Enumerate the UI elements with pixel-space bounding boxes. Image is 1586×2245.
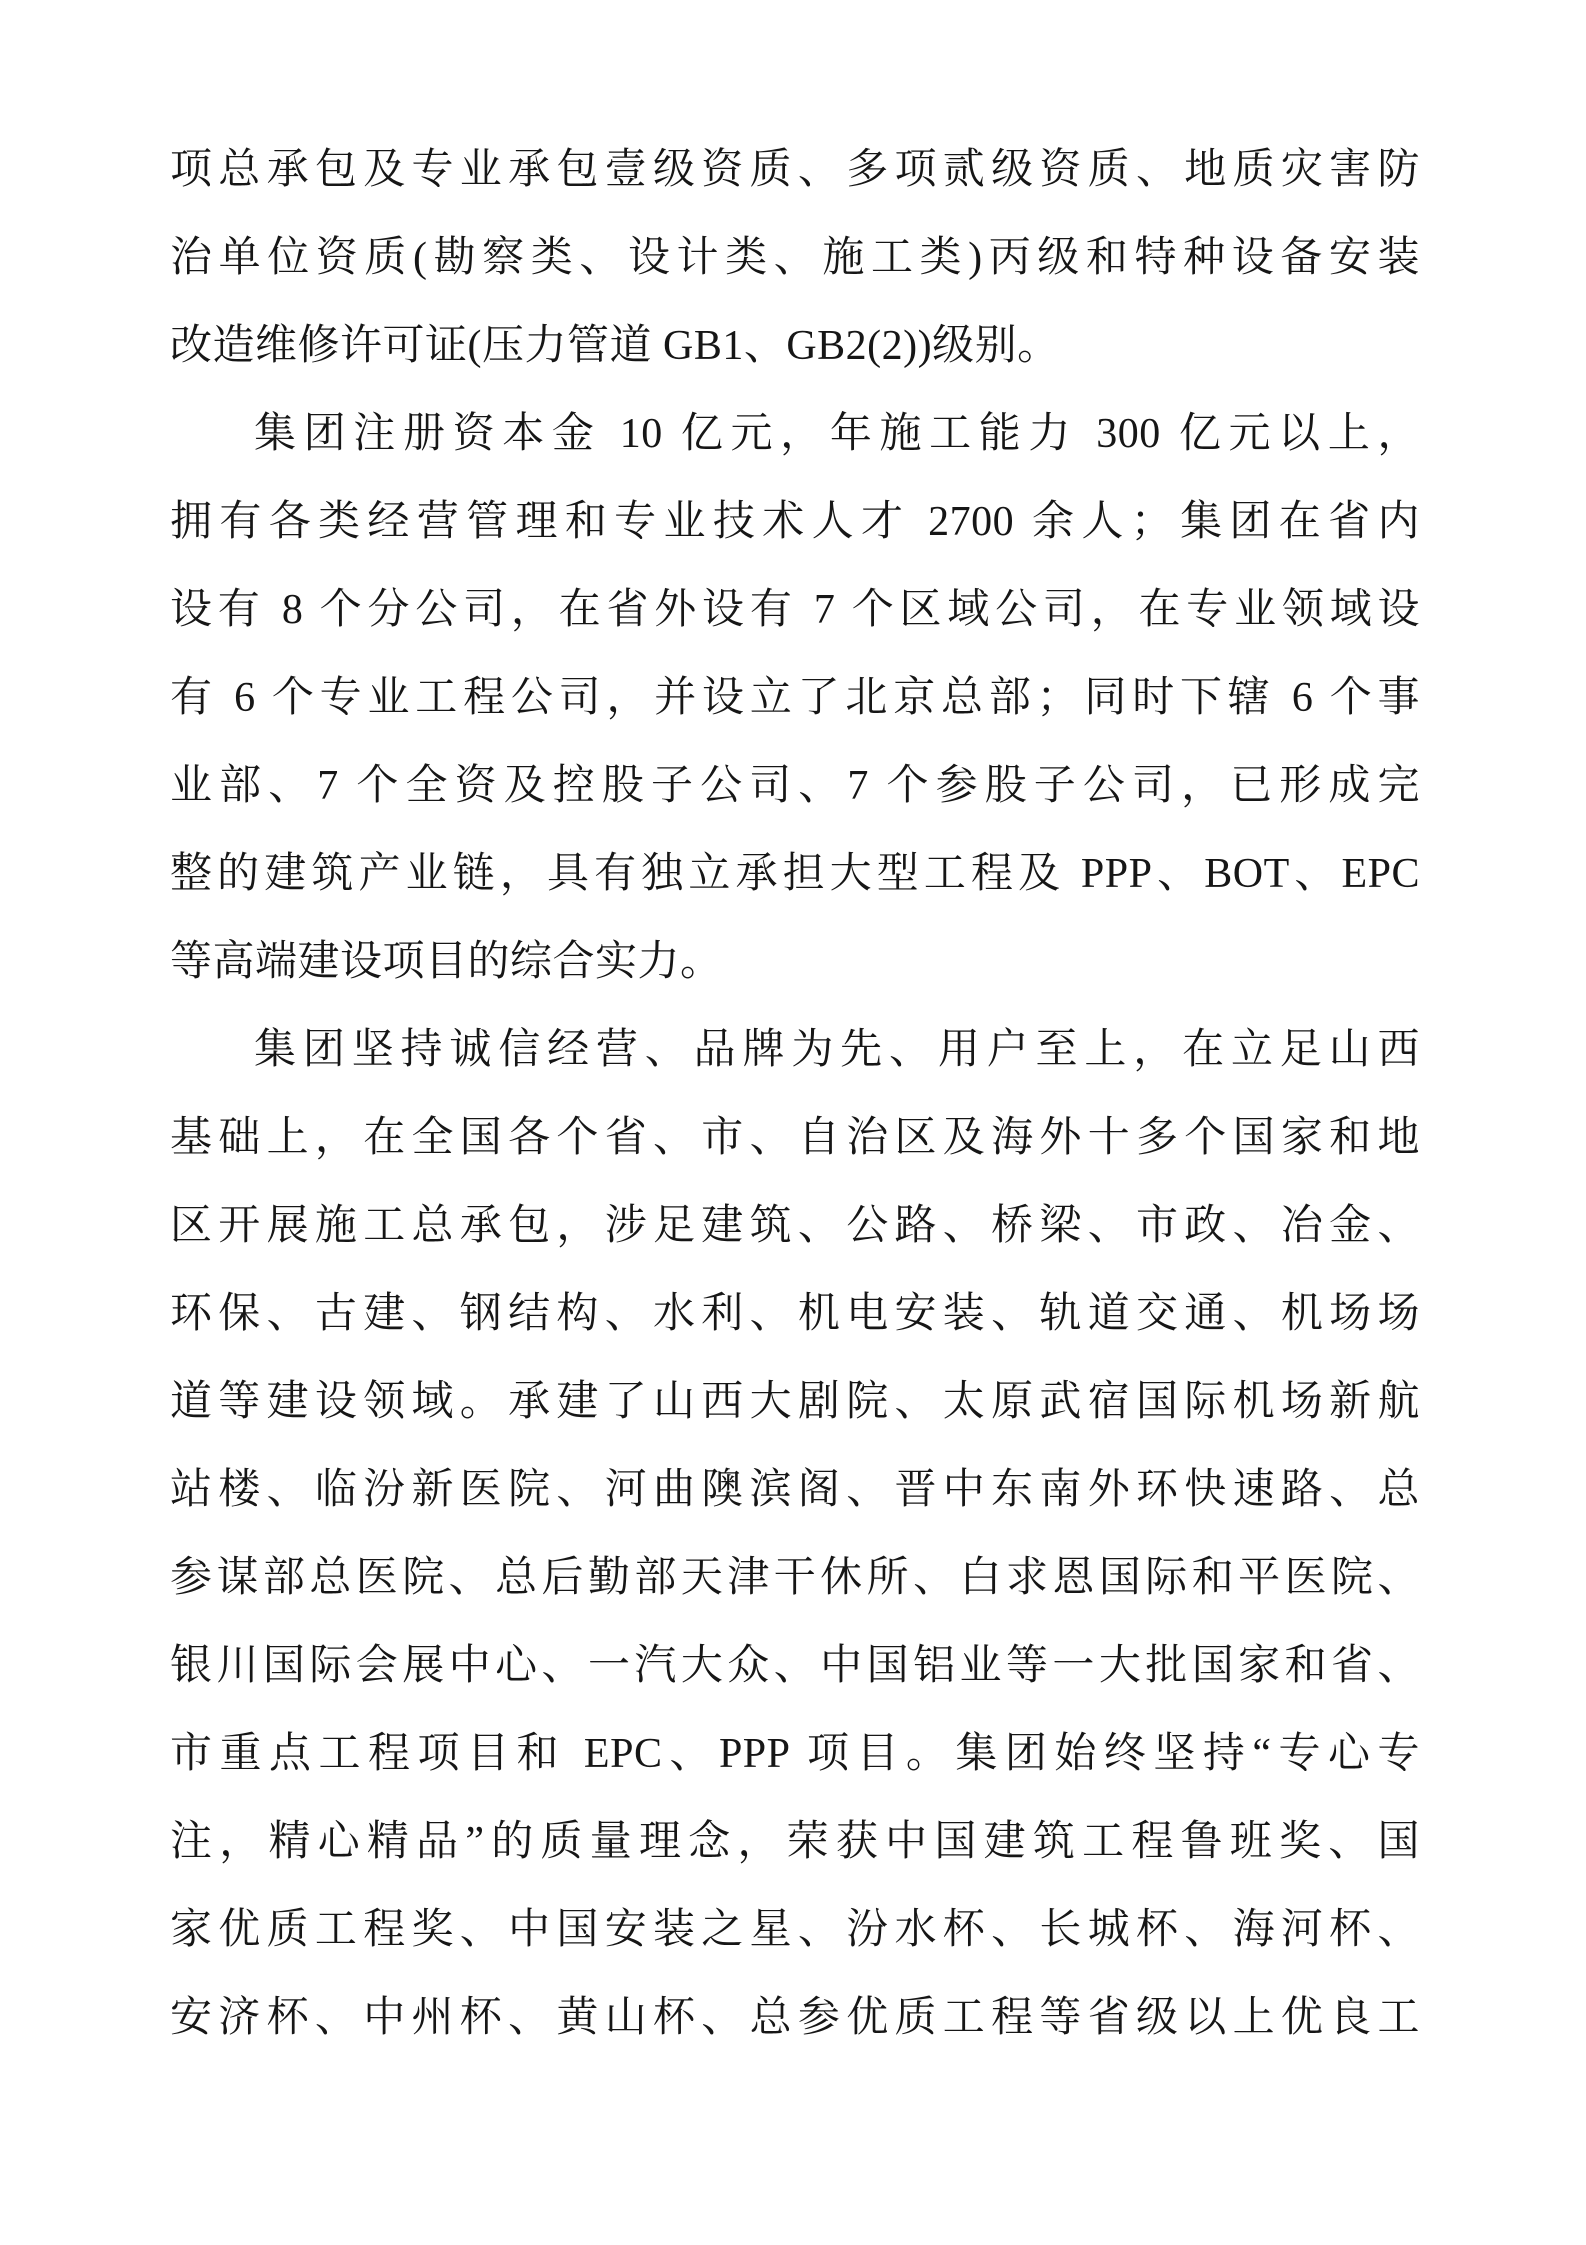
text-line: 整的建筑产业链，具有独立承担大型工程及 PPP、BOT、EPC bbox=[170, 851, 1420, 897]
text-line: 拥有各类经营管理和专业技术人才 2700 余人；集团在省内 bbox=[170, 499, 1420, 545]
text-line: 治单位资质(勘察类、设计类、施工类)丙级和特种设备安装 bbox=[170, 235, 1420, 281]
text-line: 有 6 个专业工程公司，并设立了北京总部；同时下辖 6 个事 bbox=[170, 675, 1420, 721]
text-line: 区开展施工总承包，涉足建筑、公路、桥梁、市政、冶金、 bbox=[170, 1203, 1420, 1249]
text-line: 站楼、临汾新医院、河曲隩滨阁、晋中东南外环快速路、总 bbox=[170, 1467, 1420, 1513]
text-line: 注，精心精品”的质量理念，荣获中国建筑工程鲁班奖、国 bbox=[170, 1819, 1420, 1865]
document-body bbox=[170, 126, 1420, 2062]
text-line: 环保、古建、钢结构、水利、机电安装、轨道交通、机场场 bbox=[170, 1291, 1420, 1337]
text-line: 业部、7 个全资及控股子公司、7 个参股子公司，已形成完 bbox=[170, 763, 1420, 809]
text-line: 家优质工程奖、中国安装之星、汾水杯、长城杯、海河杯、 bbox=[170, 1907, 1420, 1953]
text-line: 道等建设领域。承建了山西大剧院、太原武宿国际机场新航 bbox=[170, 1379, 1420, 1425]
text-line: 银川国际会展中心、一汽大众、中国铝业等一大批国家和省、 bbox=[170, 1643, 1420, 1689]
text-line: 安济杯、中州杯、黄山杯、总参优质工程等省级以上优良工 bbox=[170, 1995, 1420, 2041]
text-line: 市重点工程项目和 EPC、PPP 项目。集团始终坚持“专心专 bbox=[170, 1731, 1420, 1777]
text-line: 参谋部总医院、总后勤部天津干休所、白求恩国际和平医院、 bbox=[170, 1555, 1420, 1601]
text-line: 等高端建设项目的综合实力。 bbox=[170, 939, 723, 985]
text-line: 改造维修许可证(压力管道 GB1、GB2(2))级别。 bbox=[170, 323, 1060, 369]
text-line: 设有 8 个分公司，在省外设有 7 个区域公司，在专业领域设 bbox=[170, 587, 1420, 633]
text-line: 项总承包及专业承包壹级资质、多项贰级资质、地质灾害防 bbox=[170, 147, 1420, 193]
text-line: 集团坚持诚信经营、品牌为先、用户至上，在立足山西 bbox=[254, 1027, 1420, 1073]
text-line: 集团注册资本金 10 亿元，年施工能力 300 亿元以上， bbox=[254, 411, 1420, 457]
text-line: 基础上，在全国各个省、市、自治区及海外十多个国家和地 bbox=[170, 1115, 1420, 1161]
